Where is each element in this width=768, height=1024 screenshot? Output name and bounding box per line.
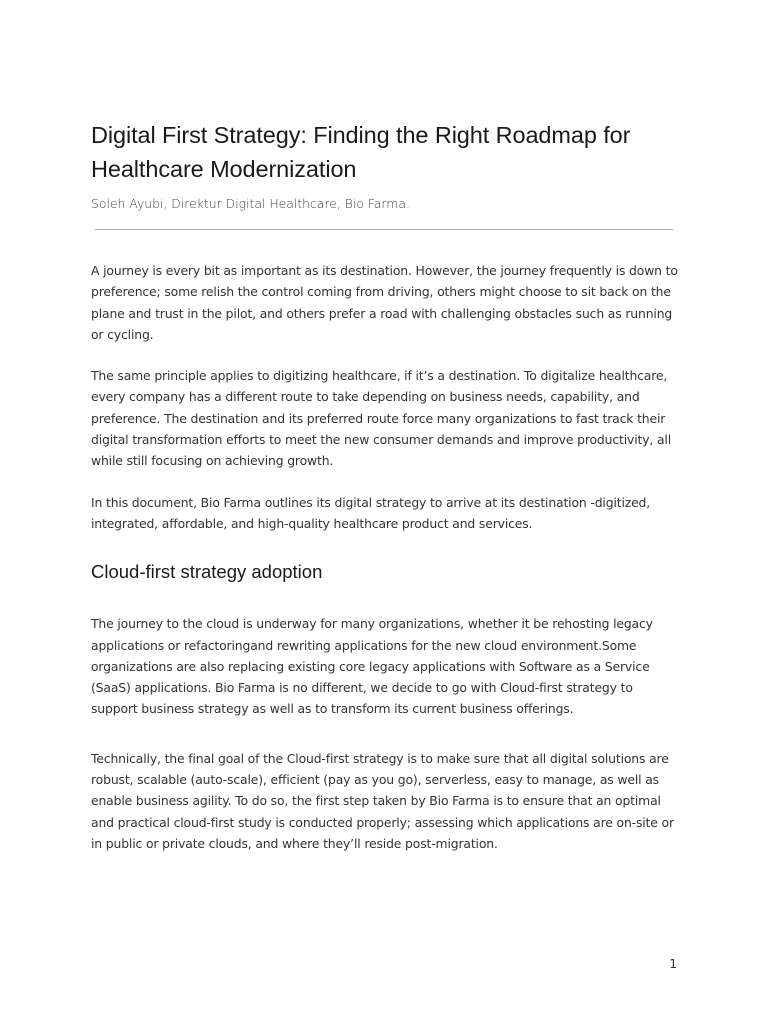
section-paragraph-2: Technically, the final goal of the Cloud-first strategy is to make sure that all digital solutions are robust, scalable (auto-scale), efficient (pay as you go), serverless, easy to manage, as well as enable business agility. To do so, the first step taken by Bio Farma is to ensure that an optimal and practical cloud-first study is conducted properly; assessing which applications are on-site or in public or private clouds, and where they’ll reside post-migration. — [91, 750, 674, 851]
section-paragraph-1: The journey to the cloud is underway for many organizations, whether it be rehosting legacy applications or refactoringand rewriting applications for the new cloud environment.Some organizations are also replacing existing core legacy applications with Software as a Service (SaaS) applications. Bio Farma is no different, we decide to go with Cloud-first strategy to support business strategy as well as to transform its current business offerings. — [91, 616, 653, 717]
document-page — [91, 118, 681, 854]
page-number: 1 — [669, 957, 677, 971]
title-divider — [95, 229, 673, 230]
document-title: Digital First Strategy: Finding the Right Roadmap for Healthcare Modernization — [91, 122, 631, 182]
intro-paragraph-3: In this document, Bio Farma outlines its digital strategy to arrive at its destination -digitized, integrated, affordable, and high-quality healthcare product and services. — [91, 494, 651, 531]
intro-paragraph-2: The same principle applies to digitizing healthcare, if it’s a destination. To digitalize healthcare, every company has a different route to take depending on business needs, capability, and preference. The destination and its preferred route force many organizations to fast track their digital transformation efforts to meet the new consumer demands and improve productivity, all while still focusing on achieving growth. — [91, 368, 671, 469]
section-heading: Cloud-first strategy adoption — [91, 561, 323, 583]
author-line: Soleh Ayubi, Direktur Digital Healthcare, Bio Farma. — [91, 196, 410, 211]
intro-paragraph-1: A journey is every bit as important as its destination. However, the journey frequently is down to preference; some relish the control coming from driving, others might choose to sit back on the plane and trust in the pilot, and others prefer a road with challenging obstacles such as running or cycling. — [91, 263, 678, 342]
